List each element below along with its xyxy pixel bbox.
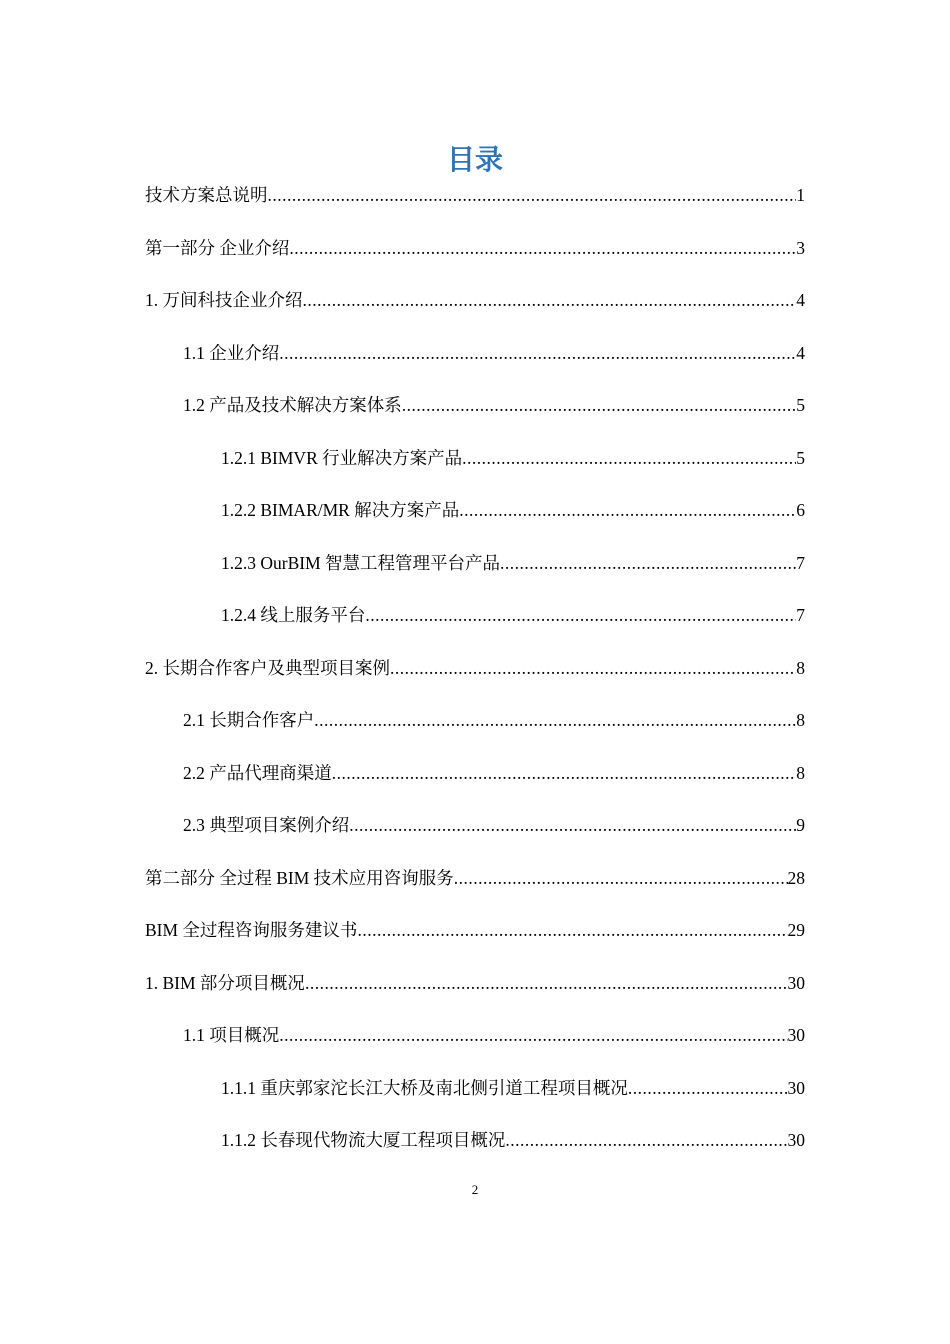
toc-dot-leader <box>505 1128 787 1152</box>
toc-entry-page: 8 <box>796 710 805 730</box>
toc-entry-page: 30 <box>787 1077 805 1098</box>
toc-dot-leader <box>357 918 787 942</box>
toc-dot-leader <box>279 341 796 365</box>
toc-entry-page: 4 <box>796 290 805 310</box>
toc-entry-text: 2.3 典型项目案例介绍 <box>183 815 350 835</box>
toc-entry-page: 30 <box>787 1130 805 1150</box>
toc-entry-text: 2. 长期合作客户及典型项目案例 <box>145 657 390 678</box>
toc-dot-leader <box>279 1023 787 1047</box>
toc-dot-leader <box>268 183 797 207</box>
toc-entry-page: 4 <box>796 342 805 363</box>
toc-entry-text: 1. BIM 部分项目概况 <box>145 972 305 993</box>
toc-entry[interactable] <box>0 1076 950 1129</box>
toc-dot-leader <box>305 971 788 995</box>
toc-entry[interactable] <box>0 708 950 761</box>
toc-entry-text: 1.1 项目概况 <box>183 1025 280 1045</box>
toc-entry-page: 5 <box>796 447 805 468</box>
toc-entry[interactable] <box>0 551 950 604</box>
toc-dot-leader <box>390 656 796 680</box>
toc-entry[interactable] <box>0 656 950 709</box>
toc-entry-text: 1.1.1 重庆郭家沱长江大桥及南北侧引道工程项目概况 <box>221 1077 628 1098</box>
toc-entry[interactable] <box>0 1023 950 1076</box>
toc-dot-leader <box>289 236 796 260</box>
toc-entry-page: 29 <box>787 920 805 940</box>
toc-dot-leader <box>332 761 797 785</box>
toc-entry-page: 5 <box>796 395 805 415</box>
toc-entry[interactable] <box>0 446 950 499</box>
toc-dot-leader <box>402 393 797 417</box>
toc-entry-text: 1.2.3 OurBIM 智慧工程管理平台产品 <box>221 552 501 573</box>
toc-entry[interactable] <box>0 183 950 236</box>
toc-dot-leader <box>459 498 796 522</box>
toc-dot-leader <box>314 708 796 732</box>
page-number: 2 <box>471 1182 479 1197</box>
toc-entry-page: 3 <box>796 237 805 258</box>
toc-entry-text: 1. 万间科技企业介绍 <box>145 290 303 310</box>
toc-entry-text: 1.1 企业介绍 <box>183 342 280 363</box>
toc-dot-leader <box>349 813 796 837</box>
toc-entry-text: 第一部分 企业介绍 <box>145 237 290 258</box>
toc-entry-page: 30 <box>787 1025 805 1045</box>
toc-title: 目录 <box>446 143 503 176</box>
toc-entry[interactable] <box>0 813 950 866</box>
toc-entry[interactable] <box>0 498 950 551</box>
toc-entry-text: 1.2 产品及技术解决方案体系 <box>183 395 402 415</box>
toc-entry-text: 2.1 长期合作客户 <box>183 710 315 730</box>
toc-entry[interactable] <box>0 236 950 289</box>
toc-entry-text: 第二部分 全过程 BIM 技术应用咨询服务 <box>145 867 454 888</box>
toc-entry-page: 8 <box>796 657 805 678</box>
toc-list <box>0 183 950 1181</box>
toc-entry[interactable] <box>0 1128 950 1181</box>
toc-dot-leader <box>365 603 796 627</box>
toc-dot-leader <box>454 866 788 890</box>
toc-dot-leader <box>303 288 797 312</box>
toc-entry-text: 1.2.1 BIMVR 行业解决方案产品 <box>221 447 463 468</box>
toc-entry[interactable] <box>0 866 950 919</box>
toc-entry-text: 2.2 产品代理商渠道 <box>183 762 332 783</box>
toc-entry-text: 1.1.2 长春现代物流大厦工程项目概况 <box>221 1130 506 1150</box>
toc-entry-page: 8 <box>796 762 805 783</box>
toc-entry-page: 7 <box>796 605 805 625</box>
toc-entry-page: 6 <box>796 500 805 520</box>
toc-dot-leader <box>462 446 796 470</box>
toc-entry-page: 28 <box>787 867 805 888</box>
toc-dot-leader <box>500 551 796 575</box>
toc-entry[interactable] <box>0 761 950 814</box>
toc-entry-text: 1.2.2 BIMAR/MR 解决方案产品 <box>221 500 460 520</box>
toc-dot-leader <box>628 1076 788 1100</box>
toc-entry-page: 9 <box>796 815 805 835</box>
toc-entry[interactable] <box>0 288 950 341</box>
toc-entry[interactable] <box>0 971 950 1024</box>
toc-entry[interactable] <box>0 918 950 971</box>
toc-entry-page: 7 <box>796 552 805 573</box>
toc-entry[interactable] <box>0 393 950 446</box>
toc-entry[interactable] <box>0 603 950 656</box>
toc-entry-page: 30 <box>787 972 805 993</box>
toc-entry-page: 1 <box>796 185 805 205</box>
toc-entry-text: 技术方案总说明 <box>145 185 268 205</box>
toc-entry-text: 1.2.4 线上服务平台 <box>221 605 366 625</box>
toc-entry[interactable] <box>0 341 950 394</box>
toc-entry-text: BIM 全过程咨询服务建议书 <box>145 920 358 940</box>
